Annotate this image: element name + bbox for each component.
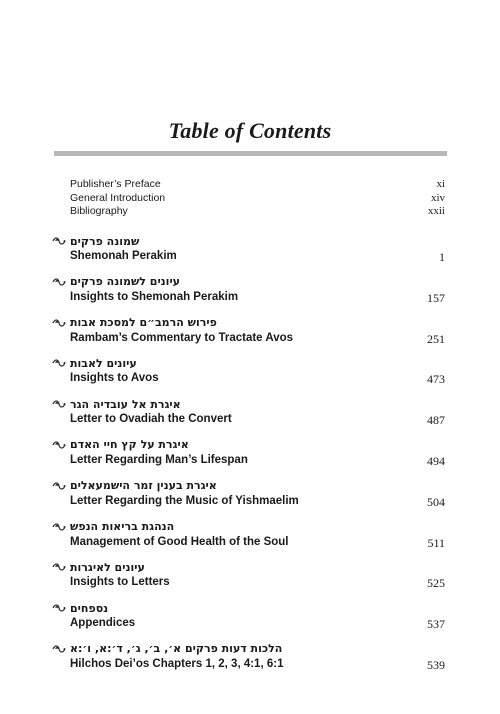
page-number: 473 [427, 372, 445, 387]
front-matter-label: Publisher’s Preface [70, 178, 161, 190]
scroll-fleuron-icon [52, 318, 66, 328]
scroll-fleuron-icon [52, 440, 66, 450]
page-number: 537 [427, 617, 445, 632]
page-number: 539 [427, 657, 445, 672]
page-number: xxii [427, 205, 445, 218]
entry-title: Insights to Avos [70, 372, 159, 385]
entry-title: Management of Good Health of the Soul [70, 535, 289, 548]
page-title: Table of Contents [168, 118, 332, 143]
hebrew-title: עיונים לשמונה פרקים [70, 275, 181, 289]
page-number: 525 [427, 576, 445, 591]
toc-entry[interactable] [52, 274, 445, 315]
toc-entry[interactable] [52, 355, 445, 396]
hebrew-heading [52, 478, 217, 494]
toc-entry[interactable] [52, 478, 445, 519]
scroll-fleuron-icon [52, 644, 66, 654]
page-number: 1 [439, 250, 445, 264]
toc-entry[interactable] [52, 641, 445, 682]
title-divider [54, 151, 447, 156]
toc-entry[interactable] [52, 233, 445, 274]
front-matter-item[interactable] [70, 178, 445, 192]
hebrew-title: איגרת בענין זמר הישמעאלים [70, 479, 217, 493]
hebrew-title: איגרת אל עובדיה הגר [70, 397, 181, 411]
scroll-fleuron-icon [52, 236, 66, 246]
hebrew-heading [52, 641, 282, 657]
hebrew-title: פירוש הרמב״ם למסכת אבות [70, 316, 217, 330]
page-number: xi [436, 178, 445, 190]
front-matter-item[interactable] [70, 192, 445, 206]
entry-title: Insights to Shemonah Perakim [70, 290, 239, 303]
hebrew-heading [52, 519, 174, 535]
toc-entry[interactable] [52, 559, 445, 600]
front-matter-label: Bibliography [70, 205, 128, 218]
hebrew-title: עיונים לאיגרות [70, 560, 145, 574]
hebrew-title: הלכות דעות פרקים א׳, ב׳, ג׳, ד׳:א, ו׳:א [70, 642, 283, 656]
toc-entry[interactable] [52, 437, 445, 478]
scroll-fleuron-icon [52, 481, 66, 491]
toc-entry[interactable] [52, 315, 445, 356]
hebrew-heading [52, 274, 180, 290]
entry-title: Shemonah Perakim [70, 250, 177, 262]
hebrew-title: הנהגת בריאות הנפש [70, 520, 175, 534]
hebrew-title: איגרת על קץ חיי האדם [70, 438, 189, 452]
entry-title: Insights to Letters [70, 576, 170, 589]
scroll-fleuron-icon [52, 562, 66, 572]
page-number: 251 [427, 331, 445, 346]
toc-entry[interactable] [52, 600, 445, 641]
hebrew-title: נספחים [70, 601, 109, 615]
entry-title: Letter Regarding the Music of Yishmaelim [70, 494, 299, 507]
page-number: 494 [427, 453, 445, 468]
front-matter-list [70, 178, 445, 219]
hebrew-heading [52, 315, 217, 331]
scroll-fleuron-icon [52, 277, 66, 287]
front-matter-label: General Introduction [70, 191, 166, 204]
front-matter-item[interactable] [70, 205, 445, 219]
scroll-fleuron-icon [52, 399, 66, 409]
entry-title: Hilchos Dei’os Chapters 1, 2, 3, 4:1, 6:1 [70, 657, 284, 670]
hebrew-heading [52, 233, 139, 249]
page-number: 157 [427, 290, 445, 305]
scroll-fleuron-icon [52, 522, 66, 532]
scroll-fleuron-icon [52, 603, 66, 613]
hebrew-title: עיונים לאבות [70, 356, 137, 370]
entry-title: Letter to Ovadiah the Convert [70, 413, 232, 426]
page-number: 504 [427, 494, 445, 509]
entry-title: Letter Regarding Man’s Lifespan [70, 453, 248, 466]
hebrew-heading [52, 559, 145, 575]
page-number: 487 [427, 413, 445, 428]
hebrew-title: שמונה פרקים [70, 234, 140, 248]
contents-list [52, 233, 445, 682]
entry-title: Appendices [70, 617, 136, 630]
hebrew-heading [52, 355, 137, 371]
toc-entry[interactable] [52, 396, 445, 437]
entry-title: Rambam’s Commentary to Tractate Avos [70, 331, 294, 344]
page-number: xiv [430, 191, 445, 204]
hebrew-heading [52, 600, 108, 616]
scroll-fleuron-icon [52, 358, 66, 368]
hebrew-heading [52, 396, 181, 412]
toc-entry[interactable] [52, 519, 445, 560]
hebrew-heading [52, 437, 189, 453]
page-number: 511 [427, 535, 445, 550]
